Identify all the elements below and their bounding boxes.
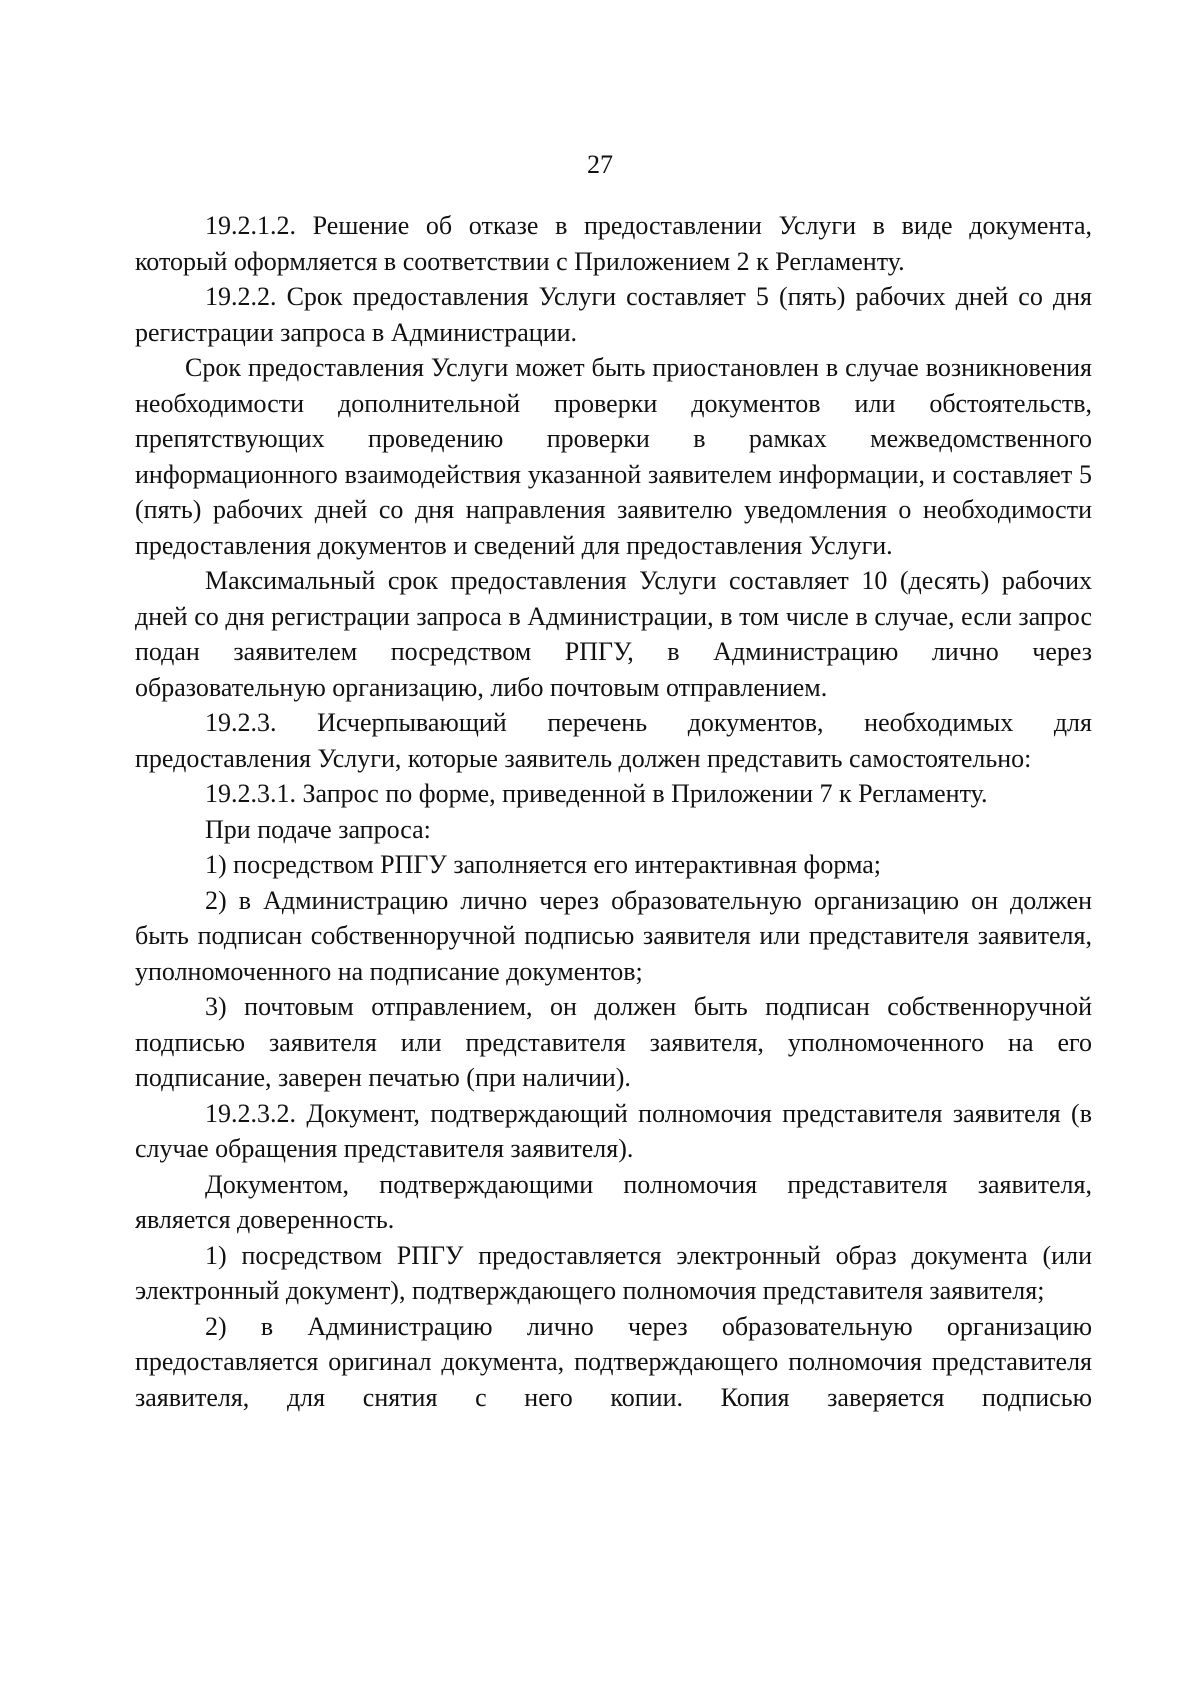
paragraph-max-term: Максимальный срок предоставления Услуги составляет 10 (десять) рабочих дней со дня регистрации запроса в Администрации, в том числе в случае, если запрос подан заявителем посредством РПГУ, в Администрацию лично через образовательную организацию, либо почтовым отправлением. xyxy=(135,566,1092,702)
document-body xyxy=(135,208,1092,1415)
paragraph-submission: При подаче запроса: xyxy=(205,814,431,844)
paragraph-19-2-2: 19.2.2. Срок предоставления Услуги составляет 5 (пять) рабочих дней со дня регистрации запроса в Администрации. xyxy=(135,282,1092,347)
paragraph-19-2-3-1: 19.2.3.1. Запрос по форме, приведенной в Приложении 7 к Регламенту. xyxy=(205,779,988,808)
list-item-2-original: 2) в Администрацию лично через образовательную организацию предоставляется оригинал документа, подтверждающего полномочия представителя заявителя, для снятия с него копии. Копия заверяется подписью xyxy=(135,1311,1092,1412)
list-item-1-electronic-image: 1) посредством РПГУ предоставляется электронный образ документа (или электронный документ), подтверждающего полномочия представителя заявителя; xyxy=(135,1240,1092,1305)
paragraph-19-2-1-2: 19.2.1.2. Решение об отказе в предоставлении Услуги в виде документа, который оформляется в соответствии с Приложением 2 к Регламенту. xyxy=(135,211,1092,276)
paragraph-19-2-3: 19.2.3. Исчерпывающий перечень документов, необходимых для предоставления Услуги, которые заявитель должен представить самостоятельно: xyxy=(135,708,1092,773)
paragraph-19-2-3-2: 19.2.3.2. Документ, подтверждающий полномочия представителя заявителя (в случае обращения представителя заявителя). xyxy=(135,1098,1092,1163)
page-number: 27 xyxy=(587,150,613,179)
paragraph-suspension: Срок предоставления Услуги может быть приостановлен в случае возникновения необходимости дополнительной проверки документов или обстоятельств, препятствующих проведению проверки в рамках межведомственного информационного взаимодействия указанной заявителем информации, и составляет 5 (пять) рабочих дней со дня направления заявителю уведомления о необходимости предоставления документов и сведений для предоставления Услуги. xyxy=(135,353,1092,560)
paragraph-power-of-attorney: Документом, подтверждающими полномочия представителя заявителя, является доверенность. xyxy=(135,1169,1092,1234)
list-item-1-rpgu: 1) посредством РПГУ заполняется его интерактивная форма; xyxy=(205,850,881,879)
list-item-3-post: 3) почтовым отправлением, он должен быть подписан собственноручной подписью заявителя или представителя заявителя, уполномоченного на его подписание, заверен печатью (при наличии). xyxy=(135,992,1092,1092)
list-item-2-administration: 2) в Администрацию лично через образовательную организацию он должен быть подписан собственноручной подписью заявителя или представителя заявителя, уполномоченного на подписание документов; xyxy=(135,885,1092,986)
